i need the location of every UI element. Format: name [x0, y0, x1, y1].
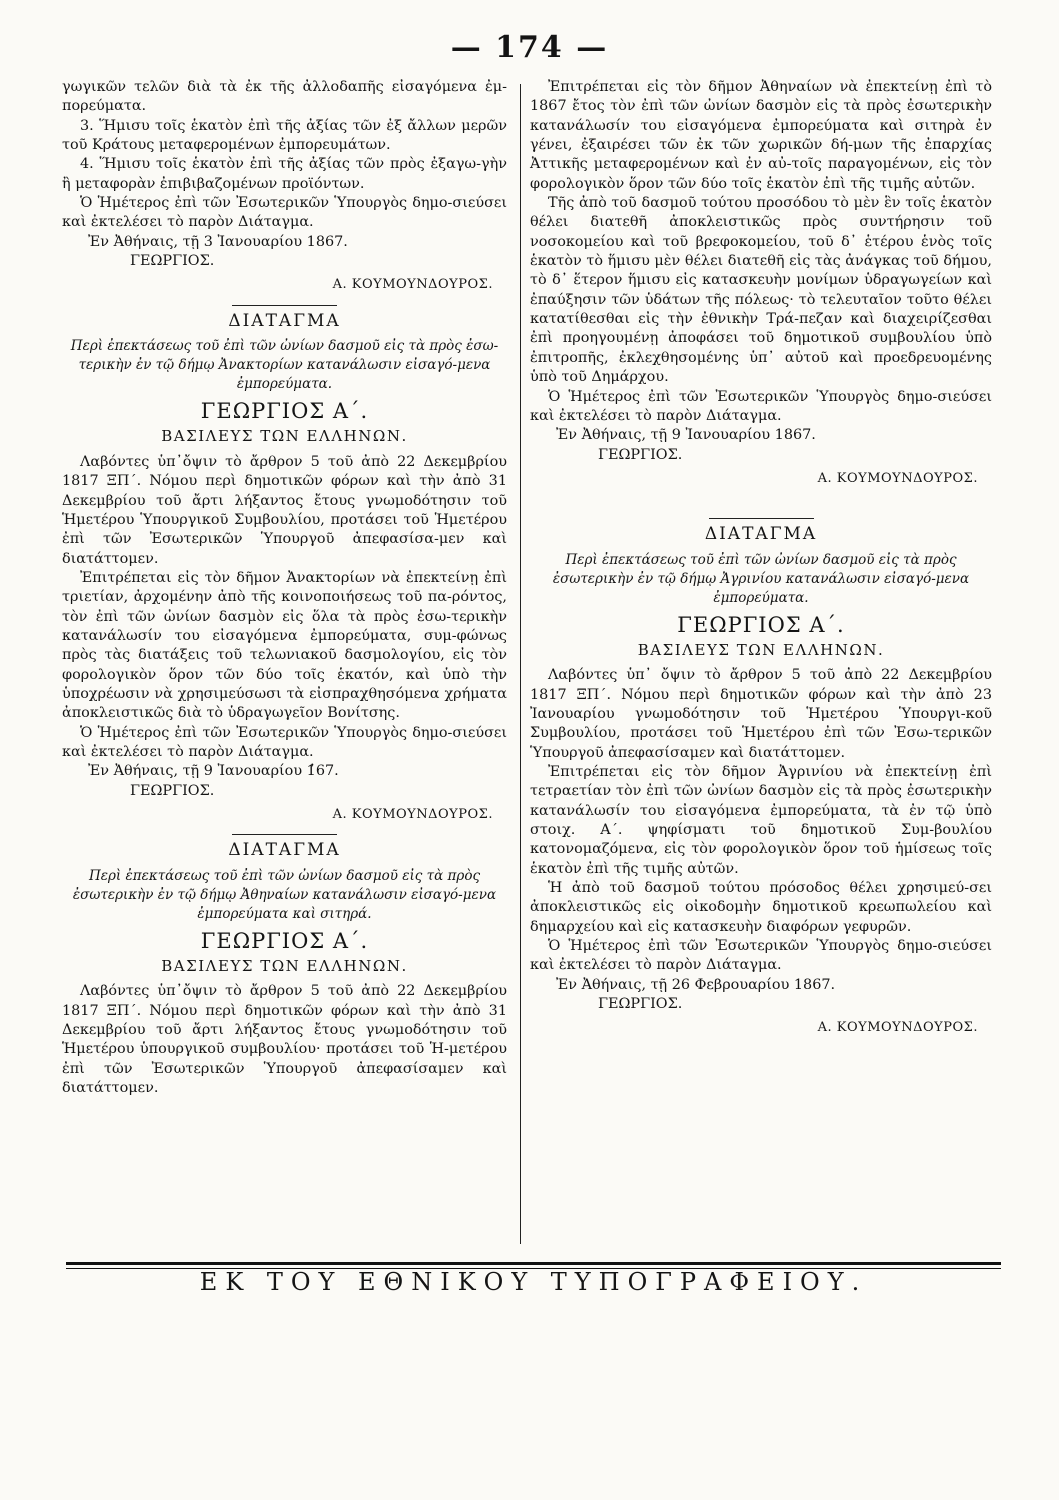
- decree-title: ΔΙΑΤΑΓΜΑ: [228, 310, 341, 331]
- place-date: Ἐν Ἀθήναις, τῇ 9 Ἰανουαρίου 1̓67.: [88, 763, 339, 780]
- paragraph: Ὁ Ἡμέτερος ἐπὶ τῶν Ἐσωτερικῶν Ὑπουργὸς δημο-σιεύσει καὶ ἐκτελέσει τὸ παρὸν Διάταγμα.: [62, 195, 507, 231]
- paragraph: 3. Ἥμισυ τοῖς ἑκατὸν ἐπὶ τῆς ἀξίας τῶν ἐξ ἄλλων μερῶν τοῦ Κράτους μεταφερομένων ἐμπορευμάτων.: [62, 117, 507, 154]
- separator-line: [232, 834, 337, 835]
- paragraph: Ἐπιτρέπεται εἰς τὸν δῆμον Ἀγρινίου νὰ ἐπεκτείνῃ ἐπὶ τετραετίαν τὸν ἐπὶ τῶν ὠνίων δασμὸν εἰς τὰ πρὸς ἐσωτερικὴν κατανάλωσίν του εἰσαγόμενα ἐμπορεύματα, τὰ ἐν τῷ ὑπὸ στοιχ. Α΄. ψηφίσματι τοῦ δημοτικοῦ Συμ-βουλίου κατονομαζόμενα, εἰς τὸν φορολογικὸν ὅρον τοῦ ἡμίσεως τοῖς ἑκατὸν ἐπὶ τῆς τιμῆς αὐτῶν.: [530, 763, 992, 877]
- paragraph: Ὁ Ἡμέτερος ἐπὶ τῶν Ἐσωτερικῶν Ὑπουργὸς δημο-σιεύσει καὶ ἐκτελέσει τὸ παρὸν Διάταγμα.: [62, 724, 507, 760]
- minister-signature: Α. ΚΟΥΜΟΥΝΔΟΥΡΟΣ.: [332, 277, 493, 293]
- separator-line: [709, 518, 814, 519]
- place-date: Ἐν Ἀθήναις, τῇ 26 Φεβρουαρίου 1867.: [556, 976, 836, 993]
- king-title: ΒΑΣΙΛΕΥΣ ΤΩΝ ΕΛΛΗΝΩΝ.: [161, 957, 408, 976]
- paragraph: Τῆς ἀπὸ τοῦ δασμοῦ τούτου προσόδου τὸ μὲν ἓν τοῖς ἑκατὸν θέλει διατεθῆ ἀποκλειστικῶς πρὸς συντήρησιν τοῦ νοσοκομείου καὶ τοῦ βρεφοκομείου, τοῦ δ᾿ ἑτέρου ἑνὸς τοῖς ἑκατὸν τὸ ἥμισυ μὲν θέλει διατεθῆ εἰς τὰς ἀνάγκας τοῦ δήμου, τὸ δ᾿ ἕτερον ἥμισυ εἰς κατασκευὴν μονίμων ὑδραγωγείων καὶ ἐπαύξησιν τῶν ὑδάτων τῆς πόλεως· τὸ τελευταῖον τοῦτο θέλει κατατίθεσθαι εἰς τὴν ἐθνικὴν Τρά-πεζαν καὶ διαχειρίζεσθαι ἐπὶ προηγουμένῃ ἀποφάσει τοῦ δημοτικοῦ συμβουλίου ὑπὸ ἐπιτροπῆς, ἐκλεχθησομένης ὑπ᾿ αὐτοῦ καὶ προεδρευομένης ὑπὸ τοῦ Δημάρχου.: [530, 195, 992, 386]
- paragraph: Ἐπιτρέπεται εἰς τὸν δῆμον Ἀνακτορίων νὰ ἐπεκτείνῃ ἐπὶ τριετίαν, ἀρχομένην ἀπὸ τῆς κοινοποιήσεως τοῦ πα-ρόντος, τὸν ἐπὶ τῶν ὠνίων δασμὸν εἰς ὅλα τὰ πρὸς ἐσω-τερικὴν κατανάλωσίν του εἰσαγόμενα ἐμπορεύματα, συμ-φώνως πρὸς τὰς διατάξεις τοῦ τελωνιακοῦ δασμολογίου, εἰς τὸν φορολογικὸν ὅρον τῶν δύο τοῖς ἑκατόν, καὶ ὑπὸ τὴν ὑποχρέωσιν νὰ χρησιμεύσωσι τὰ εἰσπραχθησόμενα χρήματα ἀποκλειστικῶς διὰ τὸ ὑδραγωγεῖον Βονίτσης.: [62, 569, 507, 722]
- decree-subject: Περὶ ἐπεκτάσεως τοῦ ἐπὶ τῶν ὠνίων δασμοῦ εἰς τὰ πρὸς ἐσωτερικὴν ἐν τῷ δήμῳ Ἀθηναίων κατανάλωσιν εἰσαγό-μενα ἐμπορεύματα καὶ σιτηρά.: [72, 867, 497, 922]
- decree-title: ΔΙΑΤΑΓΜΑ: [704, 524, 818, 545]
- minister-signature: Α. ΚΟΥΜΟΥΝΔΟΥΡΟΣ.: [817, 470, 978, 486]
- page-number: — 174 —: [450, 30, 609, 65]
- minister-signature: Α. ΚΟΥΜΟΥΝΔΟΥΡΟΣ.: [817, 1020, 978, 1036]
- right-column: [530, 78, 992, 1038]
- king-title: ΒΑΣΙΛΕΥΣ ΤΩΝ ΕΛΛΗΝΩΝ.: [637, 640, 885, 659]
- king-title: ΒΑΣΙΛΕΥΣ ΤΩΝ ΕΛΛΗΝΩΝ.: [161, 427, 408, 446]
- king-signature: ΓΕΩΡΓΙΟΣ.: [598, 446, 683, 463]
- king-heading: ΓΕΩΡΓΙΟΣ Α΄.: [677, 612, 845, 637]
- paragraph: Ὁ Ἡμέτερος ἐπὶ τῶν Ἐσωτερικῶν Ὑπουργὸς δημο-σιεύσει καὶ ἐκτελέσει τὸ παρὸν Διάταγμα.: [530, 938, 992, 974]
- king-signature: ΓΕΩΡΓΙΟΣ.: [598, 996, 683, 1013]
- place-date: Ἐν Ἀθήναις, τῇ 3 Ἰανουαρίου 1867.: [88, 233, 348, 250]
- paragraph: Ἡ ἀπὸ τοῦ δασμοῦ τούτου πρόσοδος θέλει χρησιμεύ-σει ἀποκλειστικῶς εἰς οἰκοδομὴν δημοτικοῦ κρεωπωλείου καὶ δημαρχείου καὶ εἰς κατασκευὴν διαφόρων γεφυρῶν.: [530, 880, 992, 935]
- king-heading: ΓΕΩΡΓΙΟΣ Α΄.: [200, 399, 369, 424]
- decree-subject: Περὶ ἐπεκτάσεως τοῦ ἐπὶ τῶν ὠνίων δασμοῦ εἰς τὰ πρὸς ἐσω-τερικὴν ἐν τῷ δήμῳ Ἀνακτορίων κατανάλωσιν εἰσαγό-μενα ἐμπορεύματα.: [70, 338, 499, 393]
- decree-title: ΔΙΑΤΑΓΜΑ: [228, 840, 341, 861]
- printer-imprint: ΕΚ ΤΟΥ ΕΘΝΙΚΟΥ ΤΥΠΟΓΡΑΦΕΙΟΥ.: [199, 1268, 868, 1296]
- left-column: [62, 78, 507, 1098]
- paragraph: γωγικῶν τελῶν διὰ τὰ ἐκ τῆς ἀλλοδαπῆς εἰσαγόμενα ἐμ-πορεύματα.: [62, 79, 507, 115]
- king-signature: ΓΕΩΡΓΙΟΣ.: [130, 253, 215, 270]
- paragraph: Ἐπιτρέπεται εἰς τὸν δῆμον Ἀθηναίων νὰ ἐπεκτείνῃ ἐπὶ τὸ 1867 ἔτος τὸν ἐπὶ τῶν ὠνίων δασμὸν εἰς τὰ πρὸς ἐσωτερικὴν κατανάλωσίν του εἰσαγόμενα ἐμπορεύματα καὶ σιτηρὰ ἐν γένει, ἐξαιρέσει τῶν ἐκ τῶν χωρικῶν δή-μων τῆς ἐπαρχίας Ἀττικῆς μεταφερομένων καὶ ἐν αὐ-τοῖς παραγομένων, εἰς τὸν φορολογικὸν ὅρον τῶν δύο τοῖς ἑκατὸν ἐπὶ τῆς τιμῆς αὐτῶν.: [530, 79, 992, 192]
- king-signature: ΓΕΩΡΓΙΟΣ.: [130, 782, 215, 799]
- paragraph: 4. Ἥμισυ τοῖς ἑκατὸν ἐπὶ τῆς ἀξίας τῶν πρὸς ἐξαγω-γὴν ἢ μεταφορὰν ἐπιβιβαζομένων προϊόντων.: [62, 156, 507, 192]
- paragraph: Ὁ Ἡμέτερος ἐπὶ τῶν Ἐσωτερικῶν Ὑπουργὸς δημο-σιεύσει καὶ ἐκτελέσει τὸ παρὸν Διάταγμα.: [530, 388, 992, 424]
- paragraph: Λαβόντες ὑπ᾿ὄψιν τὸ ἄρθρον 5 τοῦ ἀπὸ 22 Δεκεμβρίου 1817 ΞΠ΄. Νόμου περὶ δημοτικῶν φόρων καὶ τὴν ἀπὸ 31 Δεκεμβρίου τοῦ ἄρτι λήξαντος ἔτους γνωμοδότησιν τοῦ Ἡμετέρου Ὑπουργικοῦ Συμβουλίου, προτάσει τοῦ Ἡμετέρου ἐπὶ τῶν Ἐσωτερικῶν Ὑπουργοῦ ἀπεφασίσα-μεν καὶ διατάττομεν.: [62, 453, 507, 567]
- minister-signature: Α. ΚΟΥΜΟΥΝΔΟΥΡΟΣ.: [332, 807, 493, 822]
- paragraph: Λαβόντες ὑπ᾿ὄψιν τὸ ἄρθρον 5 τοῦ ἀπὸ 22 Δεκεμβρίου 1817 ΞΠ΄. Νόμου περὶ δημοτικῶν φόρων καὶ τὴν ἀπὸ 31 Δεκεμβρίου τοῦ ἄρτι λήξαντος ἔτους γνωμοδότησιν τοῦ Ἡμετέρου ὑπουργικοῦ συμβουλίου· προτάσει τοῦ Ἡ-μετέρου ἐπὶ τῶν Ἐσωτερικῶν Ὑπουργοῦ ἀπεφασίσαμεν καὶ διατάττομεν.: [62, 983, 507, 1097]
- decree-subject: Περὶ ἐπεκτάσεως τοῦ ἐπὶ τῶν ὠνίων δασμοῦ εἰς τὰ πρὸς ἐσωτερικὴν ἐν τῷ δήμῳ Ἀγρινίου κατανάλωσιν εἰσαγό-μενα ἐμπορεύματα.: [552, 551, 970, 606]
- column-divider: [520, 84, 521, 1244]
- paragraph: Λαβόντες ὑπ᾿ ὄψιν τὸ ἄρθρον 5 τοῦ ἀπὸ 22 Δεκεμβρίου 1817 ΞΠ΄. Νόμου περὶ δημοτικῶν φόρων καὶ τὴν ἀπὸ 23 Ἰανουαρίου γνωμοδότησιν τοῦ Ἡμετέρου Ὑπουργι-κοῦ Συμβουλίου, προτάσει τοῦ Ἡμετέρου ἐπὶ τῶν Ἐσω-τερικῶν Ὑπουργοῦ ἀπεφασίσαμεν καὶ διατάττομεν.: [530, 667, 992, 761]
- king-heading: ΓΕΩΡΓΙΟΣ Α΄.: [200, 928, 369, 953]
- separator-line: [232, 305, 337, 306]
- place-date: Ἐν Ἀθήναις, τῇ 9 Ἰανουαρίου 1867.: [556, 427, 816, 444]
